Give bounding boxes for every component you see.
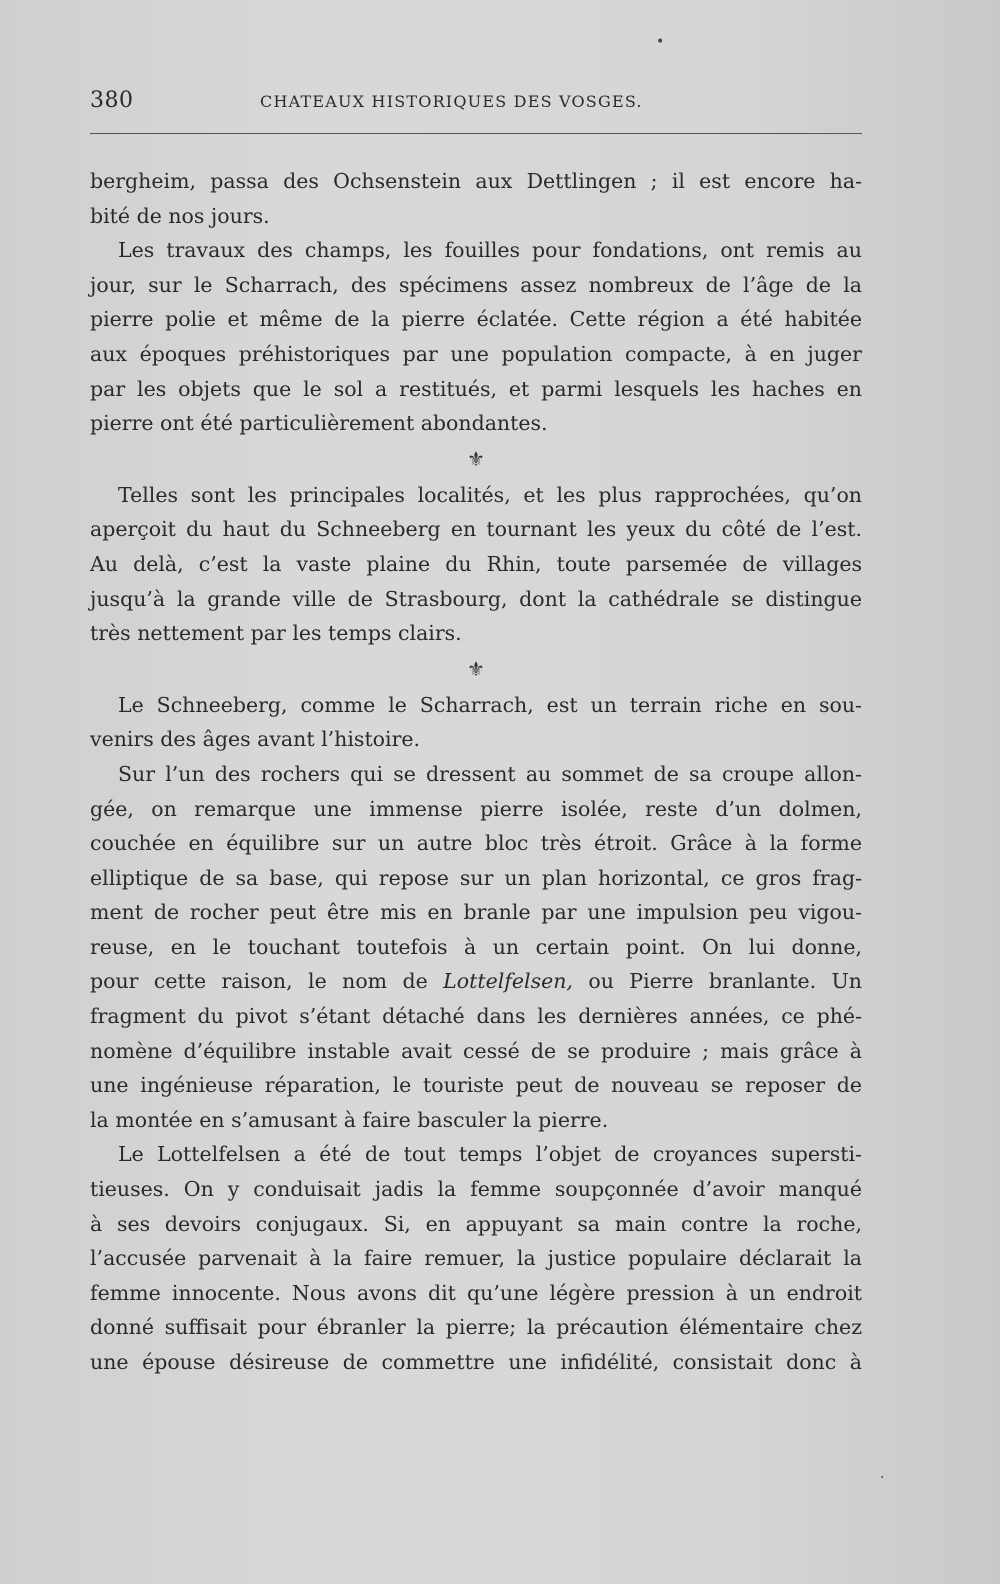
text-line: Le Schneeberg, comme le Scharrach, est un terrain riche en sou- [118,692,862,717]
ink-speck: · [880,1470,885,1486]
text-line: une ingénieuse réparation, le touriste peut de nouveau se reposer de [90,1073,862,1098]
page-number: 380 [90,88,134,113]
text-line: pierre ont été particulièrement abondantes. [90,411,548,436]
body-text [90,164,862,1380]
text-line: gée, on remarque une immense pierre isolée, reste d’un dolmen, [90,796,862,821]
text-line: jusqu’à la grande ville de Strasbourg, dont la cathédrale se distingue [90,586,862,611]
text-line-with-italic [90,964,862,999]
text-line: l’accusée parvenait à la faire remuer, la justice populaire déclarait la [90,1246,862,1271]
text-line: par les objets que le sol a restitués, et parmi lesquels les haches en [90,376,862,401]
text-line: la montée en s’amusant à faire basculer la pierre. [90,1107,609,1132]
text-line: aperçoit du haut du Schneeberg en tournant les yeux du côté de l’est. [90,517,862,542]
text-line: une épouse désireuse de commettre une infidélité, consistait donc à [90,1350,862,1374]
text-line: jour, sur le Scharrach, des spécimens assez nombreux de l’âge de la [90,272,862,297]
text-line: Le Lottelfelsen a été de tout temps l’objet de croyances supersti- [118,1142,862,1167]
text-line: tieuses. On y conduisait jadis la femme soupçonnée d’avoir manqué [90,1177,862,1202]
text-line: fragment du pivot s’étant détaché dans les dernières années, ce phé- [90,1004,862,1029]
text-line: venirs des âges avant l’histoire. [90,727,421,752]
text-line: pierre polie et même de la pierre éclatée. Cette région a été habitée [90,307,862,332]
page-header [90,88,862,114]
text-line: bité de nos jours. [90,203,270,228]
running-title: CHATEAUX HISTORIQUES DES VOSGES. [260,92,643,111]
text-line: femme innocente. Nous avons dit qu’une légère pression à un endroit [90,1280,862,1305]
text-line: aux époques préhistoriques par une population compacte, à en juger [90,341,862,366]
ink-speck: • [656,34,665,50]
text-line: donné suffisait pour ébranler la pierre; la précaution élémentaire chez [90,1315,862,1340]
header-rule [90,133,862,134]
text-run: ou Pierre branlante. Un [572,969,862,994]
fleuron-ornament-icon: ⚜ [467,656,485,681]
text-line: Les travaux des champs, les fouilles pour fondations, ont remis au [118,238,862,263]
text-line: ment de rocher peut être mis en branle par une impulsion peu vigou- [90,900,862,925]
text-line: nomène d’équilibre instable avait cessé de se produire ; mais grâce à [90,1038,862,1063]
text-line: Au delà, c’est la vaste plaine du Rhin, toute parsemée de villages [90,551,862,576]
text-line: bergheim, passa des Ochsenstein aux Dettlingen ; il est encore ha- [90,169,862,193]
fleuron-ornament-icon: ⚜ [467,446,485,471]
text-line: Telles sont les principales localités, et les plus rapprochées, qu’on [118,482,862,507]
text-line: reuse, en le touchant toutefois à un certain point. On lui donne, [90,934,862,959]
italic-term: Lottelfelsen, [443,969,573,994]
text-line: à ses devoirs conjugaux. Si, en appuyant sa main contre la roche, [90,1211,862,1236]
text-line: elliptique de sa base, qui repose sur un plan horizontal, ce gros frag- [90,865,862,890]
text-line: très nettement par les temps clairs. [90,621,462,646]
text-line: Sur l’un des rochers qui se dressent au sommet de sa croupe allon- [118,761,862,786]
text-line: couchée en équilibre sur un autre bloc très étroit. Grâce à la forme [90,831,862,856]
text-run: pour cette raison, le nom de [90,969,444,994]
